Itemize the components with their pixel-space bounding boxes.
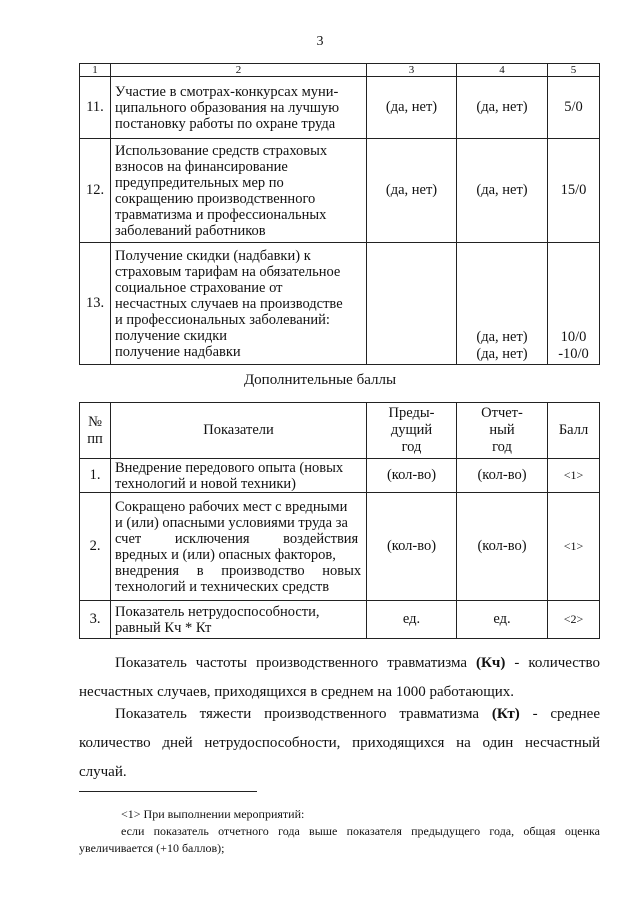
description-line: сокращению производственного [115, 190, 316, 207]
row-description [111, 139, 367, 243]
description-line: получение надбавки [115, 343, 241, 360]
description-line: социальное страхование от [115, 279, 283, 296]
column-number-header: 2 [111, 64, 367, 77]
row-number: 11. [80, 77, 111, 139]
description-line: Участие в смотрах-конкурсах муни- [115, 83, 339, 100]
footnote-divider [79, 791, 257, 792]
score-value [548, 243, 600, 365]
header-line: Отчет- [481, 405, 523, 421]
description-line: Получение скидки (надбавки) к [115, 247, 311, 264]
row-number: 12. [80, 139, 111, 243]
discount-score: 10/0 [560, 329, 587, 345]
severity-rate-paragraph [79, 700, 600, 787]
description-line: равный Кч * Кт [115, 619, 212, 636]
description-line: травматизма и профессиональных [115, 206, 327, 223]
description-line: Внедрение передового опыта (новых [115, 459, 344, 476]
description-line: вредных и (или) опасных факторов, [115, 546, 336, 563]
surcharge-answer: (да, нет) [476, 346, 528, 362]
footnote-text: если показатель отчетного года выше показателя предыдущего года, общая оценка увеличивается (+10 баллов); [79, 824, 600, 855]
table-header-row [80, 403, 600, 459]
description-line: Сокращено рабочих мест с вредными [115, 498, 348, 515]
discount-answer: (да, нет) [476, 329, 528, 345]
description-line: получение скидки [115, 327, 228, 344]
column-number-header: 1 [80, 64, 111, 77]
previous-year-value: (да, нет) [367, 139, 457, 243]
column-number-header: 5 [548, 64, 600, 77]
description-line: Использование средств страховых [115, 142, 328, 159]
previous-year-value: ед. [367, 601, 457, 639]
header-line: год [492, 439, 512, 455]
row-number: 13. [80, 243, 111, 365]
score-value: 15/0 [548, 139, 600, 243]
header-line: ный [489, 422, 515, 438]
description-line: и (или) опасными условиями труда за [115, 514, 348, 531]
description-line: и профессиональных заболеваний: [115, 311, 330, 328]
description-line: ципального образования на лучшую [115, 99, 340, 116]
column-number-header: 3 [367, 64, 457, 77]
criteria-table-continued [79, 63, 600, 365]
previous-year-value: (кол-во) [367, 459, 457, 493]
header-line: Преды- [388, 405, 435, 421]
header-reporting-year [457, 403, 548, 459]
footnote-title: <1> При выполнении мероприятий: [121, 807, 305, 821]
section-title: Дополнительные баллы [243, 372, 397, 388]
previous-year-value [367, 243, 457, 365]
header-line: дущий [390, 422, 433, 438]
row-description [111, 601, 367, 639]
frequency-symbol: (Кч) [476, 655, 506, 671]
previous-year-value: (кол-во) [367, 493, 457, 601]
column-number-header: 4 [457, 64, 548, 77]
table-row [80, 493, 600, 601]
reporting-year-value: (кол-во) [457, 459, 548, 493]
description-line: взносов на финансирование [115, 158, 288, 175]
description-line: предупредительных мер по [115, 174, 284, 191]
header-indicators: Показатели [111, 403, 367, 459]
paragraph-text: Показатель частоты производственного травматизма [115, 655, 477, 671]
description-line: технологий и новой техники) [115, 475, 296, 492]
score-value: 5/0 [548, 77, 600, 139]
header-line: № [88, 413, 102, 430]
surcharge-score: -10/0 [558, 346, 589, 362]
reporting-year-value [457, 243, 548, 365]
header-line: пп [87, 430, 103, 447]
header-score: Балл [548, 403, 600, 459]
score-value: <2> [548, 601, 600, 639]
reporting-year-value: (кол-во) [457, 493, 548, 601]
description-line: заболеваний работников [115, 222, 266, 239]
paragraph-text: - среднее количество дней нетрудоспособности, приходящихся на один несчастный случай. [79, 706, 600, 780]
row-number: 3. [80, 601, 111, 639]
description-line: внедрения в производство новых [115, 562, 362, 579]
header-previous-year [367, 403, 457, 459]
table-row [80, 601, 600, 639]
row-description [111, 243, 367, 365]
table-row [80, 139, 600, 243]
row-number: 1. [80, 459, 111, 493]
reporting-year-value: ед. [457, 601, 548, 639]
severity-symbol: (Кт) [491, 706, 520, 722]
frequency-rate-paragraph [79, 649, 600, 707]
description-line: технологий и технических средств [115, 578, 330, 595]
row-description [111, 493, 367, 601]
description-line: Показатель нетрудоспособности, [115, 603, 320, 620]
description-line: страховым тарифам на обязательное [115, 263, 341, 280]
row-description [111, 77, 367, 139]
header-number [80, 403, 111, 459]
description-line: счет исключения воздействия [115, 530, 359, 547]
description-line: несчастных случаев на производстве [115, 295, 343, 312]
paragraph-text: Показатель тяжести производственного травматизма [115, 706, 492, 722]
row-description [111, 459, 367, 493]
table-row [80, 459, 600, 493]
table-row [80, 77, 600, 139]
score-value: <1> [548, 459, 600, 493]
reporting-year-value: (да, нет) [457, 139, 548, 243]
header-line: год [401, 439, 422, 455]
additional-points-table [79, 402, 600, 639]
table-header-row [80, 64, 600, 77]
previous-year-value: (да, нет) [367, 77, 457, 139]
reporting-year-value: (да, нет) [457, 77, 548, 139]
table-row [80, 243, 600, 365]
row-number: 2. [80, 493, 111, 601]
paragraph-text: - количество несчастных случаев, приходящихся в среднем на 1000 работающих. [79, 655, 600, 700]
score-value: <1> [548, 493, 600, 601]
page-number: 3 [316, 34, 324, 49]
description-line: постановку работы по охране труда [115, 115, 336, 132]
